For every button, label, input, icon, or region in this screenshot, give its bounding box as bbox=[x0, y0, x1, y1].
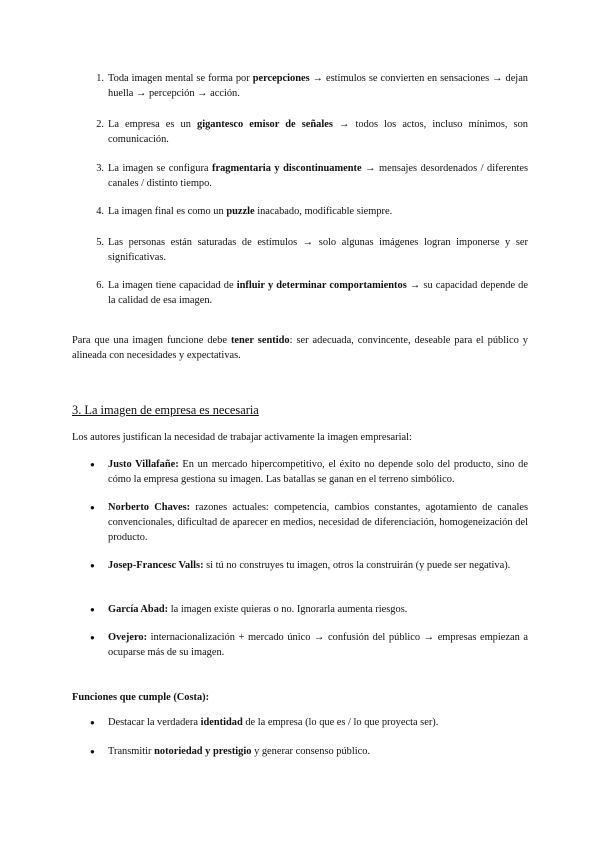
intro-paragraph bbox=[72, 430, 528, 445]
list-number: 3. bbox=[96, 163, 104, 174]
bold-text: percepciones bbox=[252, 73, 310, 84]
text: → todos los actos, incluso mínimos, son comunicación. bbox=[108, 119, 528, 145]
text: la imagen existe quieras o no. Ignorarla aumenta riesgos. bbox=[168, 604, 408, 615]
functions-heading: Funciones que cumple (Costa): bbox=[72, 692, 210, 703]
text: de la empresa (lo que es / lo que proyecta ser). bbox=[242, 717, 439, 728]
list-item bbox=[90, 630, 528, 660]
bold-text: identidad bbox=[200, 717, 243, 728]
bullet-icon: ● bbox=[90, 561, 95, 570]
list-item bbox=[96, 204, 528, 219]
list-item bbox=[90, 500, 528, 545]
text: → mensajes desordenados / diferentes canales / distinto tiempo. bbox=[108, 163, 529, 189]
text: → su capacidad depende de la calidad de esa imagen. bbox=[108, 280, 528, 306]
text: Para que una imagen funcione debe bbox=[72, 335, 231, 346]
list-number: 6. bbox=[96, 280, 104, 291]
author-name: Ovejero: bbox=[108, 632, 148, 643]
bold-text: tener sentido bbox=[230, 335, 290, 346]
text: La imagen tiene capacidad de bbox=[108, 280, 237, 291]
text: La empresa es un bbox=[108, 119, 198, 130]
text: La imagen final es como un bbox=[108, 206, 227, 217]
bullet-icon: ● bbox=[90, 460, 95, 469]
text: Toda imagen mental se forma por bbox=[108, 73, 253, 84]
text: internacionalización + mercado único → confusión del público → empresas empiezan a ocuparse más de su imagen. bbox=[108, 632, 528, 658]
list-item bbox=[90, 715, 528, 730]
list-item bbox=[96, 161, 529, 191]
author-name: Josep-Francesc Valls: bbox=[108, 560, 204, 571]
bold-text: puzzle bbox=[226, 206, 255, 217]
text: Los autores justifican la necesidad de trabajar activamente la imagen empresarial: bbox=[72, 432, 412, 443]
list-item bbox=[96, 117, 528, 147]
text: inacabado, modificable siempre. bbox=[254, 206, 393, 217]
list-item bbox=[96, 235, 528, 265]
bullet-icon: ● bbox=[90, 633, 95, 642]
author-name: García Abad: bbox=[108, 604, 169, 615]
list-item bbox=[90, 558, 528, 573]
bullet-icon: ● bbox=[90, 605, 95, 614]
bold-text: influir y determinar comportamientos bbox=[236, 280, 407, 291]
list-number: 1. bbox=[96, 73, 104, 84]
text: si tú no construyes tu imagen, otros la construirán (y puede ser negativa). bbox=[203, 560, 511, 571]
text: razones actuales: competencia, cambios constantes, agotamiento de canales convencionales, dificultad de aparecer en medios, necesidad de diferenciación, homogeneización del producto. bbox=[108, 502, 528, 543]
list-number: 4. bbox=[96, 206, 104, 217]
text: : ser adecuada, convincente, deseable para el público y alineada con necesidades y expectativas. bbox=[72, 335, 529, 361]
text: Destacar la verdadera bbox=[108, 717, 201, 728]
text: Las personas están saturadas de estímulos → solo algunas imágenes logran imponerse y ser significativas. bbox=[108, 237, 528, 263]
author-name: Justo Villafañe: bbox=[108, 459, 179, 470]
bullet-icon: ● bbox=[90, 718, 95, 727]
text: y generar consenso público. bbox=[251, 746, 371, 757]
list-item bbox=[90, 744, 528, 759]
paragraph bbox=[72, 333, 528, 363]
text: Transmitir bbox=[108, 746, 155, 757]
bold-text: notoriedad y prestigio bbox=[154, 746, 252, 757]
list-item bbox=[96, 71, 528, 101]
list-number: 2. bbox=[96, 119, 104, 130]
list-number: 5. bbox=[96, 237, 104, 248]
text: → estímulos se convierten en sensaciones → dejan huella → percepción → acción. bbox=[108, 73, 528, 99]
list-item bbox=[90, 602, 528, 617]
list-item bbox=[90, 457, 528, 487]
bullet-icon: ● bbox=[90, 503, 95, 512]
text: En un mercado hipercompetitivo, el éxito no depende solo del producto, sino de cómo la empresa gestiona su imagen. Las batallas se ganan en el terreno simbólico. bbox=[108, 459, 528, 485]
bold-text: fragmentaria y discontinuamente bbox=[212, 163, 362, 174]
text: La imagen se configura bbox=[108, 163, 213, 174]
list-item bbox=[96, 278, 528, 308]
bold-text: gigantesco emisor de señales bbox=[197, 119, 333, 130]
bullet-icon: ● bbox=[90, 747, 95, 756]
author-name: Norberto Chaves: bbox=[108, 502, 191, 513]
section-heading: 3. La imagen de empresa es necesaria bbox=[72, 403, 259, 417]
